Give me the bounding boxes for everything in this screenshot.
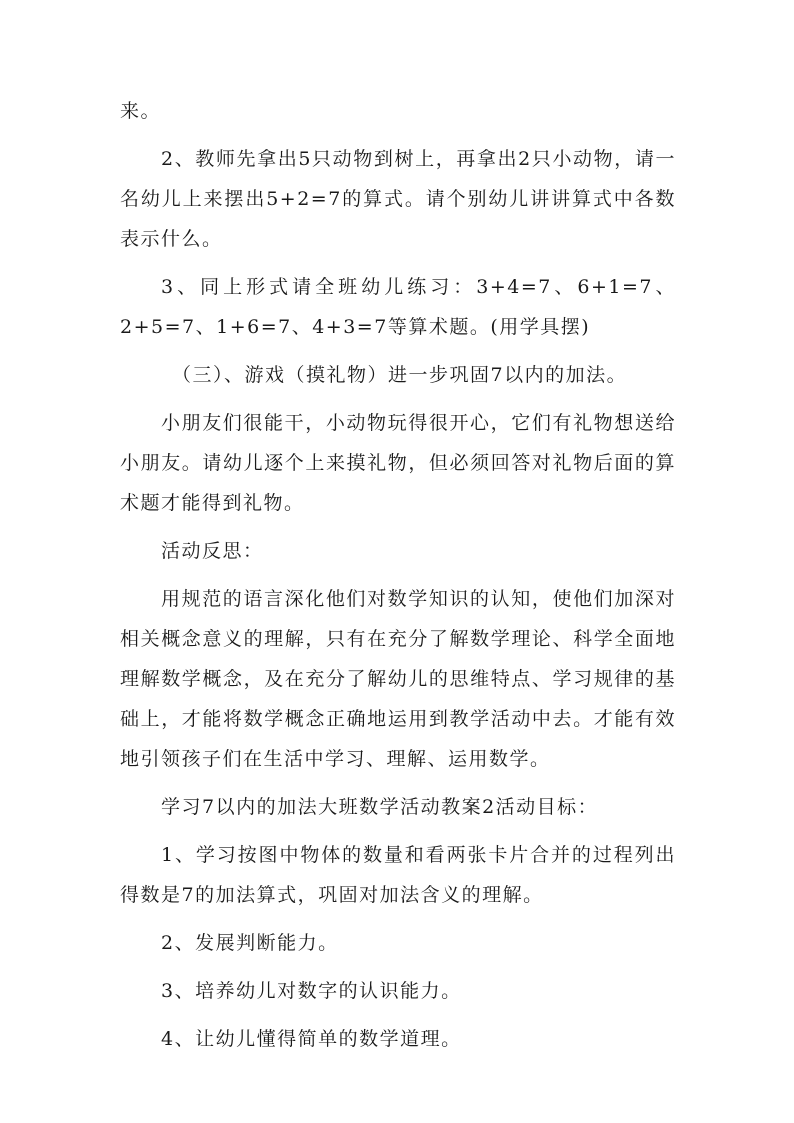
section-heading-game: （三）、游戏（摸礼物）进一步巩固7以内的加法。: [172, 364, 628, 386]
paragraph-step-3: 3、同上形式请全班幼儿练习：3+4=7、6+1=7、2+5=7、1+6=7、4+3=7等算术题。(用学具摆): [120, 276, 676, 338]
paragraph-step-2: 2、教师先拿出5只动物到树上，再拿出2只小动物，请一名幼儿上来摆出5+2=7的算式。请个别幼儿讲讲算式中各数表示什么。: [120, 148, 676, 250]
list-item-goal-3: 3、培养幼儿对数字的认识能力。: [161, 980, 462, 1002]
list-item-goal-2: 2、发展判断能力。: [161, 932, 339, 954]
list-item-goal-1: 1、学习按图中物体的数量和看两张卡片合并的过程列出得数是7的加法算式，巩固对加法含义的理解。: [120, 844, 676, 906]
section-heading-reflection: 活动反思：: [161, 540, 264, 562]
list-item-goal-4: 4、让幼儿懂得简单的数学道理。: [161, 1028, 462, 1050]
paragraph-continuation: 来。: [120, 100, 162, 122]
paragraph-reflection: 用规范的语言深化他们对数学知识的认知，使他们加深对相关概念意义的理解，只有在充分了解数学理论、科学全面地理解数学概念，及在充分了解幼儿的思维特点、学习规律的基础上，才能将数学概念正确地运用到教学活动中去。才能有效地引领孩子们在生活中学习、理解、运用数学。: [120, 588, 676, 770]
section-heading-lesson-2-goals: 学习7以内的加法大班数学活动教案2活动目标：: [161, 796, 599, 818]
paragraph-game-description: 小朋友们很能干，小动物玩得很开心，它们有礼物想送给小朋友。请幼儿逐个上来摸礼物，但必须回答对礼物后面的算术题才能得到礼物。: [120, 412, 676, 514]
document-body: [120, 91, 676, 1067]
